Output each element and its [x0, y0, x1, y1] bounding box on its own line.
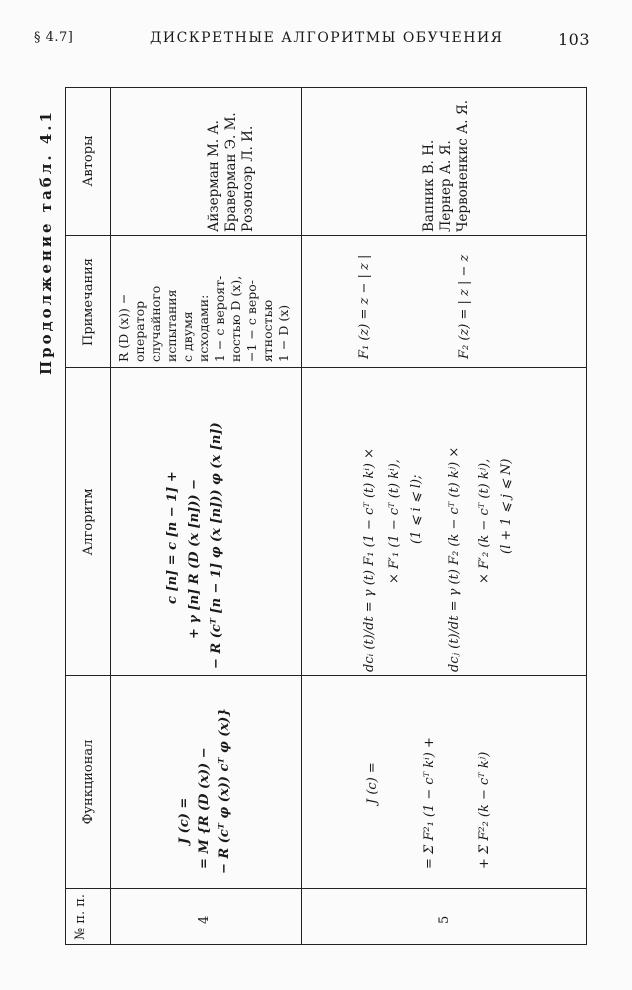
algorithm-line: (1 ⩽ i ⩽ l); [409, 474, 424, 544]
col-header-authors: Авторы [81, 135, 96, 187]
note-line: 1 − D (x) [276, 304, 291, 362]
algorithm-line: (l + 1 ⩽ j ⩽ N) [499, 458, 514, 554]
algorithm-line: c [n] = c [n − 1] + [165, 471, 180, 604]
col-divider [66, 367, 586, 368]
note-line: ностью D (x), [228, 275, 243, 362]
note-line: исходами: [196, 294, 211, 362]
functional-line: J (c) = [177, 797, 192, 844]
notes-cell [116, 276, 292, 362]
authors-cell [421, 100, 472, 232]
col-divider [66, 675, 586, 676]
algorithm-line: dcᵢ (t)/dt = γ (t) F₁ (1 − cᵀ (t) kⁱ) × [362, 447, 377, 672]
note-line: с двумя [180, 311, 195, 362]
col-divider [66, 235, 586, 236]
col-header-functional: Функционал [81, 739, 96, 825]
functional-line: + Σ F²₂ (k − cᵀ kʲ) [477, 751, 492, 869]
note-line: R (D (x)) − [116, 293, 131, 362]
running-title: ДИСКРЕТНЫЕ АЛГОРИТМЫ ОБУЧЕНИЯ [150, 30, 504, 46]
note-line: оператор [132, 300, 147, 362]
algorithm-line: + γ [n] R (D (x [n])) − [187, 479, 202, 639]
algorithm-line: − R (cᵀ [n − 1] φ (x [n])) φ (x [n]) [209, 422, 224, 669]
author-name: Розоноэр Л. И. [240, 125, 256, 232]
functional-line: = Σ F²₁ (1 − cᵀ kⁱ) + [422, 737, 437, 869]
author-name: Айзерман М. А. [206, 120, 222, 232]
note-line: ятностью [260, 299, 275, 362]
algorithm-line: dcⱼ (t)/dt = γ (t) F₂ (k − cᵀ (t) kʲ) × [447, 446, 462, 672]
note-line: случайного [148, 285, 163, 362]
row-divider [301, 88, 302, 944]
algorithm-line: × F′₂ (k − cᵀ (t) kʲ), [477, 458, 492, 584]
note-line: испытания [164, 289, 179, 362]
note-line: 1 − с вероят- [212, 275, 227, 362]
row-number: 4 [197, 915, 212, 924]
author-name: Вапник В. Н. [421, 139, 437, 232]
page-number: 103 [557, 30, 590, 49]
note-line: F₁ (z) = z − | z | [357, 254, 372, 359]
col-header-algorithm: Алгоритм [81, 488, 96, 556]
row-number: 5 [437, 915, 452, 924]
col-header-num: № п. п. [73, 893, 88, 941]
section-ref: § 4.7] [34, 30, 74, 45]
col-header-notes: Примечания [81, 258, 96, 347]
author-name: Браверман Э. М. [223, 112, 239, 232]
col-divider [66, 888, 586, 889]
functional-line: J (c) = [365, 762, 380, 804]
header-divider [110, 88, 111, 944]
functional-line: − R (cᵀ φ (x)) cᵀ φ (x)} [217, 708, 232, 874]
table [65, 87, 587, 945]
note-line: F₂ (z) = | z | − z [457, 254, 472, 359]
author-name: Лернер А. Я. [438, 140, 454, 232]
functional-line: = M {R (D (x)) − [197, 747, 212, 869]
authors-cell [206, 112, 257, 232]
table-caption: Продолжение табл. 4.1 [37, 109, 55, 375]
author-name: Червоненкис А. Я. [455, 99, 471, 232]
note-line: −1 − с веро- [244, 279, 259, 362]
algorithm-line: × F′₁ (1 − cᵀ (t) kⁱ), [387, 459, 402, 584]
rotated-table-page [35, 85, 595, 945]
